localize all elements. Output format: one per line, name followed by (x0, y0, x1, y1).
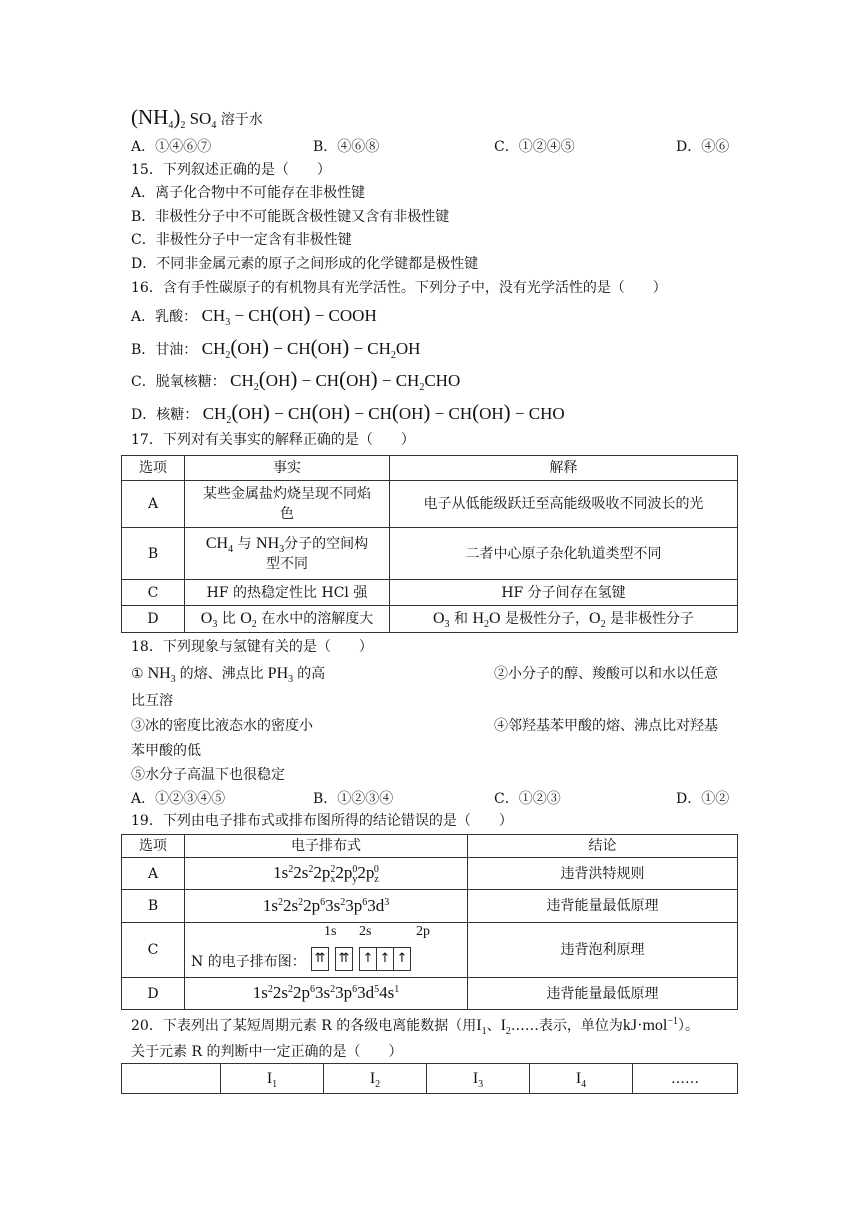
q18-item-1: ① $NH_3$ 的熔、沸点比 $PH_3$ 的高 (131, 665, 326, 685)
orbital-diagram-cell (185, 923, 468, 978)
q15-stem: 15．下列叙述正确的是（ ） (131, 162, 331, 178)
text: 20．下表列出了某短周期元素 R 的各级电离能数据（用 (131, 1018, 477, 1034)
table-row (122, 528, 738, 580)
q18-option-d: D．①② (676, 791, 730, 807)
expl-text: 和 (453, 611, 468, 627)
table-row (122, 923, 738, 978)
table-row (122, 978, 738, 1010)
option-cell: B (122, 890, 185, 923)
text: ① (131, 666, 144, 682)
header-cell: $I_2$ (324, 1064, 427, 1094)
orbital-label-1s: 1s (324, 924, 337, 939)
so-text: SO (185, 109, 212, 128)
q18-item-2: ②小分子的醇、羧酸可以和水以任意 (494, 666, 718, 682)
header-cell (122, 1064, 221, 1094)
table-row (122, 858, 738, 890)
q15-option-d: D．不同非金属元素的原子之间形成的化学键都是极性键 (131, 256, 479, 272)
paren-open: (NH (131, 105, 169, 129)
explanation-cell: HF 分子间存在氢键 (390, 580, 738, 606)
header-cell: 选项 (122, 456, 185, 481)
conclusion-cell: 违背能量最低原理 (468, 978, 738, 1010)
q18-item-5: ⑤水分子高温下也很稳定 (131, 767, 285, 783)
header-cell: …… (633, 1064, 738, 1094)
q18-item-2-cont: 比互溶 (131, 693, 173, 709)
diagram-prefix: N 的电子排布图： (191, 954, 306, 970)
orbital-box-2s (335, 947, 353, 971)
text: ）。 (678, 1018, 700, 1034)
text: 、 (486, 1018, 501, 1034)
header-cell: $I_4$ (530, 1064, 633, 1094)
conclusion-cell: 违背泡利原理 (468, 923, 738, 978)
orbital-label-2p: 2p (416, 924, 430, 939)
fact-text: 在水中的溶解度大 (261, 611, 374, 627)
option-b: B．④⑥⑧ (313, 139, 380, 155)
q15-option-c: C．非极性分子中一定含有非极性键 (131, 232, 352, 248)
q19-table (121, 834, 738, 1010)
q18-item-3: ③冰的密度比液态水的密度小 (131, 718, 313, 734)
up-arrow-icon: ↑ (362, 951, 374, 966)
table-row (122, 481, 738, 528)
expl-text: 是非极性分子 (610, 611, 695, 627)
table-row (122, 606, 738, 633)
fact-cell: $O_3$ 比 $O_2$ 在水中的溶解度大 (185, 606, 390, 633)
expl-text: 是极性分子， (505, 611, 590, 627)
fact-text: 与 (237, 535, 252, 552)
conclusion-cell: 违背能量最低原理 (468, 890, 738, 923)
fact-text: 分子的空间构 (284, 535, 369, 552)
explanation-cell: 二者中心原子杂化轨道类型不同 (390, 528, 738, 580)
sub: 4 (168, 120, 174, 131)
label: D．核糖： (131, 407, 199, 423)
q19-stem: 19．下列由电子排布式或排布图所得的结论错误的是（ ） (131, 813, 513, 829)
tail-text: 溶于水 (220, 112, 263, 128)
conclusion-cell: 违背洪特规则 (468, 858, 738, 890)
fact-text: 比 (221, 611, 236, 627)
up-down-arrow-icon: ⇈ (314, 951, 326, 966)
option-cell: D (122, 606, 185, 633)
header-cell: $I_1$ (221, 1064, 324, 1094)
q18-option-b: B．①②③④ (313, 791, 394, 807)
q16-stem: 16．含有手性碳原子的有机物具有光学活性。下列分子中，没有光学活性的是（ ） (131, 280, 667, 296)
q17-table (121, 455, 738, 633)
text: 的高 (297, 666, 326, 682)
q16-option-a: A．乳酸： $CH_3 - CH(OH)$ − COOH (131, 302, 377, 328)
up-arrow-icon: ↑ (376, 948, 393, 970)
option-cell: C (122, 923, 185, 978)
header-cell: 解释 (390, 456, 738, 481)
orbital-label-2s: 2s (359, 924, 372, 939)
fact-line: 色 (280, 506, 294, 522)
fact-line: 某些金属盐灼烧呈现不同焰 (203, 486, 371, 502)
sub: 2 (180, 120, 186, 131)
fact-cell: $CH_4$ 与 $NH_3$分子的空间构 型不同 (185, 528, 390, 580)
q17-stem: 17．下列对有关事实的解释正确的是（ ） (131, 432, 415, 448)
q18-stem: 18．下列现象与氢键有关的是（ ） (131, 639, 373, 655)
table-row (122, 890, 738, 923)
up-down-arrow-icon: ⇈ (338, 951, 350, 966)
table-row (122, 580, 738, 606)
fact-line: 型不同 (266, 555, 308, 572)
option-d: D．④⑥ (676, 139, 730, 155)
top-fragment (131, 107, 263, 130)
q20-line2: 关于元素 R 的判断中一定正确的是（ ） (131, 1044, 403, 1060)
q20-table (121, 1063, 738, 1094)
header-cell: 电子排布式 (185, 835, 468, 858)
config-cell: $1s^22s^22p^63s^23p^63d^54s^1$ (185, 978, 468, 1010)
option-cell: A (122, 481, 185, 528)
q16-option-d: D．核糖： $CH_2(OH) - CH(OH) - CH(OH) - CH(OH)$ − CHO (131, 400, 565, 426)
header-cell: $I_3$ (427, 1064, 530, 1094)
q18-item-4: ④邻羟基苯甲酸的熔、沸点比对羟基 (494, 718, 718, 734)
q15-option-a: A．离子化合物中不可能存在非极性键 (131, 185, 366, 201)
q18-option-a: A．①②③④⑤ (131, 791, 226, 807)
label: B．甘油： (131, 342, 198, 358)
text: 的熔、沸点比 (179, 666, 264, 682)
text: ……表示，单位为 (510, 1018, 623, 1034)
q18-item-4-cont: 苯甲酸的低 (131, 743, 201, 759)
q20-stem: 20．下表列出了某短周期元素 R 的各级电离能数据（用$I_1$、$I_2\dots\dots$表示，单位为kJ·mol$^{-1}$）。 (131, 1016, 700, 1037)
explanation-cell: 电子从低能级跃迁至高能级吸收不同波长的光 (390, 481, 738, 528)
q16-option-b: B．甘油： $CH_2(OH) - CH(OH) - CH_2OH$ (131, 335, 421, 361)
q15-option-b: B．非极性分子中不可能既含极性键又含有非极性键 (131, 209, 450, 225)
header-cell: 选项 (122, 835, 185, 858)
explanation-cell: $O_3$ 和 $H_2O$ 是极性分子，$O_2$ 是非极性分子 (390, 606, 738, 633)
paren-close: ) (173, 105, 181, 129)
option-cell: A (122, 858, 185, 890)
option-a: A．①④⑥⑦ (131, 139, 212, 155)
orbital-box-2p (359, 947, 411, 971)
q16-option-c: C．脱氧核糖： $CH_2(OH) - CH(OH) - CH_2CHO$ (131, 367, 461, 393)
config-cell: $1s^22s^22p_x^22p_y^02p_z^0$ (185, 858, 468, 890)
fact-cell: HF 的热稳定性比 HCl 强 (185, 580, 390, 606)
option-cell: C (122, 580, 185, 606)
option-c: C．①②④⑤ (494, 139, 575, 155)
option-cell: D (122, 978, 185, 1010)
label: C．脱氧核糖： (131, 374, 226, 390)
config-cell: $1s^22s^22p^63s^23p^63d^3$ (185, 890, 468, 923)
fact-cell (185, 481, 390, 528)
label: A．乳酸： (131, 309, 198, 325)
header-cell: 结论 (468, 835, 738, 858)
option-cell: B (122, 528, 185, 580)
q18-option-c: C．①②③ (494, 791, 561, 807)
sub: 4 (211, 120, 217, 131)
header-cell: 事实 (185, 456, 390, 481)
orbital-box-1s (311, 947, 329, 971)
up-arrow-icon: ↑ (393, 948, 410, 970)
